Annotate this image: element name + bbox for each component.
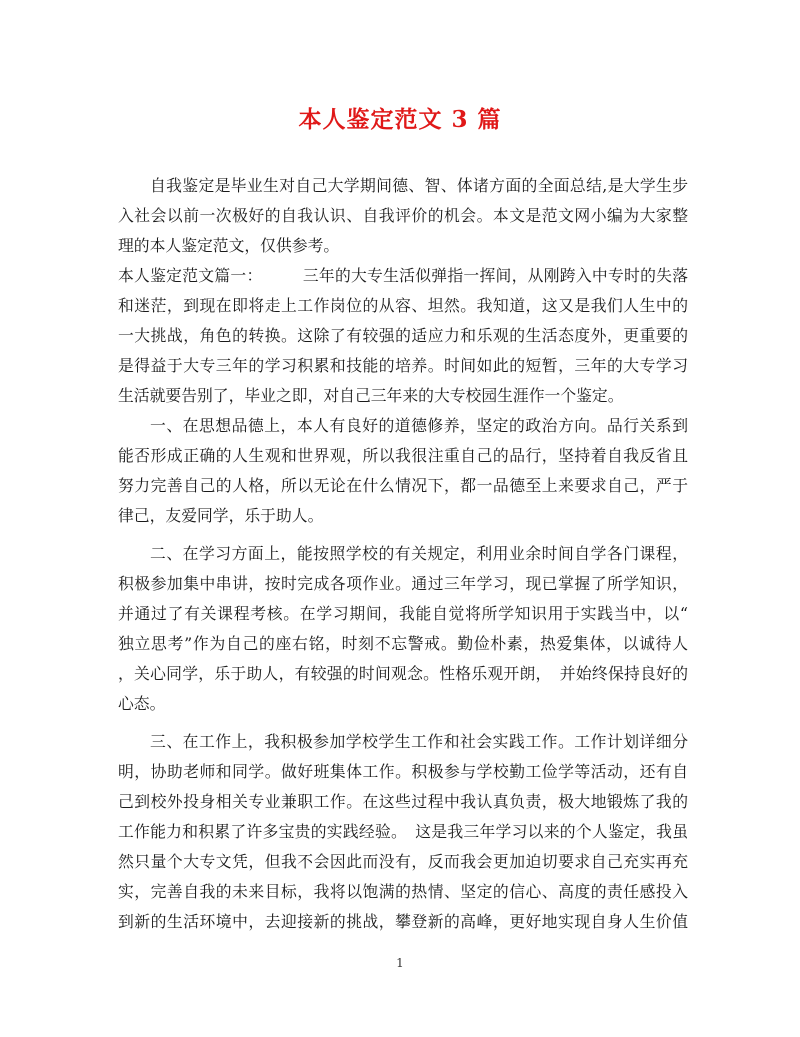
text-line: 独立思考”作为自己的座右铭，时刻不忘警戒。勤俭朴素，热爱集体，以诚待人: [118, 634, 688, 653]
text-line: 努力完善自己的人格，所以无论在什么情况下，都一品德至上来要求自己，严于: [118, 476, 688, 495]
document-title: 本人鉴定范文 3 篇: [298, 106, 502, 133]
text-line: 一大挑战，角色的转换。这除了有较强的适应力和乐观的生活态度外，更重要的: [118, 326, 688, 345]
text-line: 并通过了有关课程考核。在学习期间，我能自觉将所学知识用于实践当中，以“: [118, 604, 688, 623]
text-line: 三、在工作上，我积极参加学校学生工作和社会实践工作。工作计划详细分: [150, 732, 688, 751]
text-line: 工作能力和积累了许多宝贵的实践经验。 这是我三年学习以来的个人鉴定，我虽: [118, 822, 688, 841]
document-body: [118, 171, 688, 937]
paragraph-gap: [118, 531, 688, 539]
text-line: 律己，友爱同学，乐于助人。: [118, 506, 324, 525]
text-line: 己到校外投身相关专业兼职工作。在这些过程中我认真负责，极大地锻炼了我的: [118, 792, 688, 811]
text-line: ，关心同学，乐于助人，有较强的时间观念。性格乐观开朗， 并始终保持良好的: [118, 664, 688, 683]
text-line: 是得益于大专三年的学习积累和技能的培养。时间如此的短暂，三年的大专学习: [118, 356, 688, 375]
text-line: 二、在学习方面上，能按照学校的有关规定，利用业余时间自学各门课程，: [150, 544, 688, 563]
text-line: 生活就要告别了，毕业之即，对自己三年来的大专校园生涯作一个鉴定。: [118, 386, 624, 405]
page-number: 1: [396, 956, 404, 970]
text-line: 入社会以前一次极好的自我认识、自我评价的机会。本文是范文网小编为大家整: [118, 206, 688, 225]
paragraph-gap: [118, 719, 688, 727]
text-line: 自我鉴定是毕业生对自己大学期间德、智、体诸方面的全面总结,是大学生步: [150, 176, 688, 195]
text-line: 本人鉴定范文篇一： 三年的大专生活似弹指一挥间，从刚跨入中专时的失落: [118, 266, 688, 285]
text-line: 心态。: [118, 694, 166, 713]
text-line: 和迷茫，到现在即将走上工作岗位的从容、坦然。我知道，这又是我们人生中的: [118, 296, 688, 315]
text-line: 理的本人鉴定范文，仅供参考。: [118, 236, 340, 255]
text-line: 到新的生活环境中，去迎接新的挑战，攀登新的高峰，更好地实现自身人生价值: [118, 912, 688, 931]
text-line: 然只量个大专文凭，但我不会因此而没有，反而我会更加迫切要求自己充实再充: [118, 852, 688, 871]
text-line: 积极参加集中串讲，按时完成各项作业。通过三年学习，现已掌握了所学知识，: [118, 574, 688, 593]
text-line: 实，完善自我的未来目标，我将以饱满的热情、坚定的信心、高度的责任感投入: [118, 882, 688, 901]
text-line: 明，协助老师和同学。做好班集体工作。积极参与学校勤工俭学等活动，还有自: [118, 762, 688, 781]
text-line: 能否形成正确的人生观和世界观，所以我很注重自己的品行，坚持着自我反省且: [118, 446, 688, 465]
text-line: 一、在思想品德上，本人有良好的道德修养，坚定的政治方向。品行关系到: [150, 416, 688, 435]
